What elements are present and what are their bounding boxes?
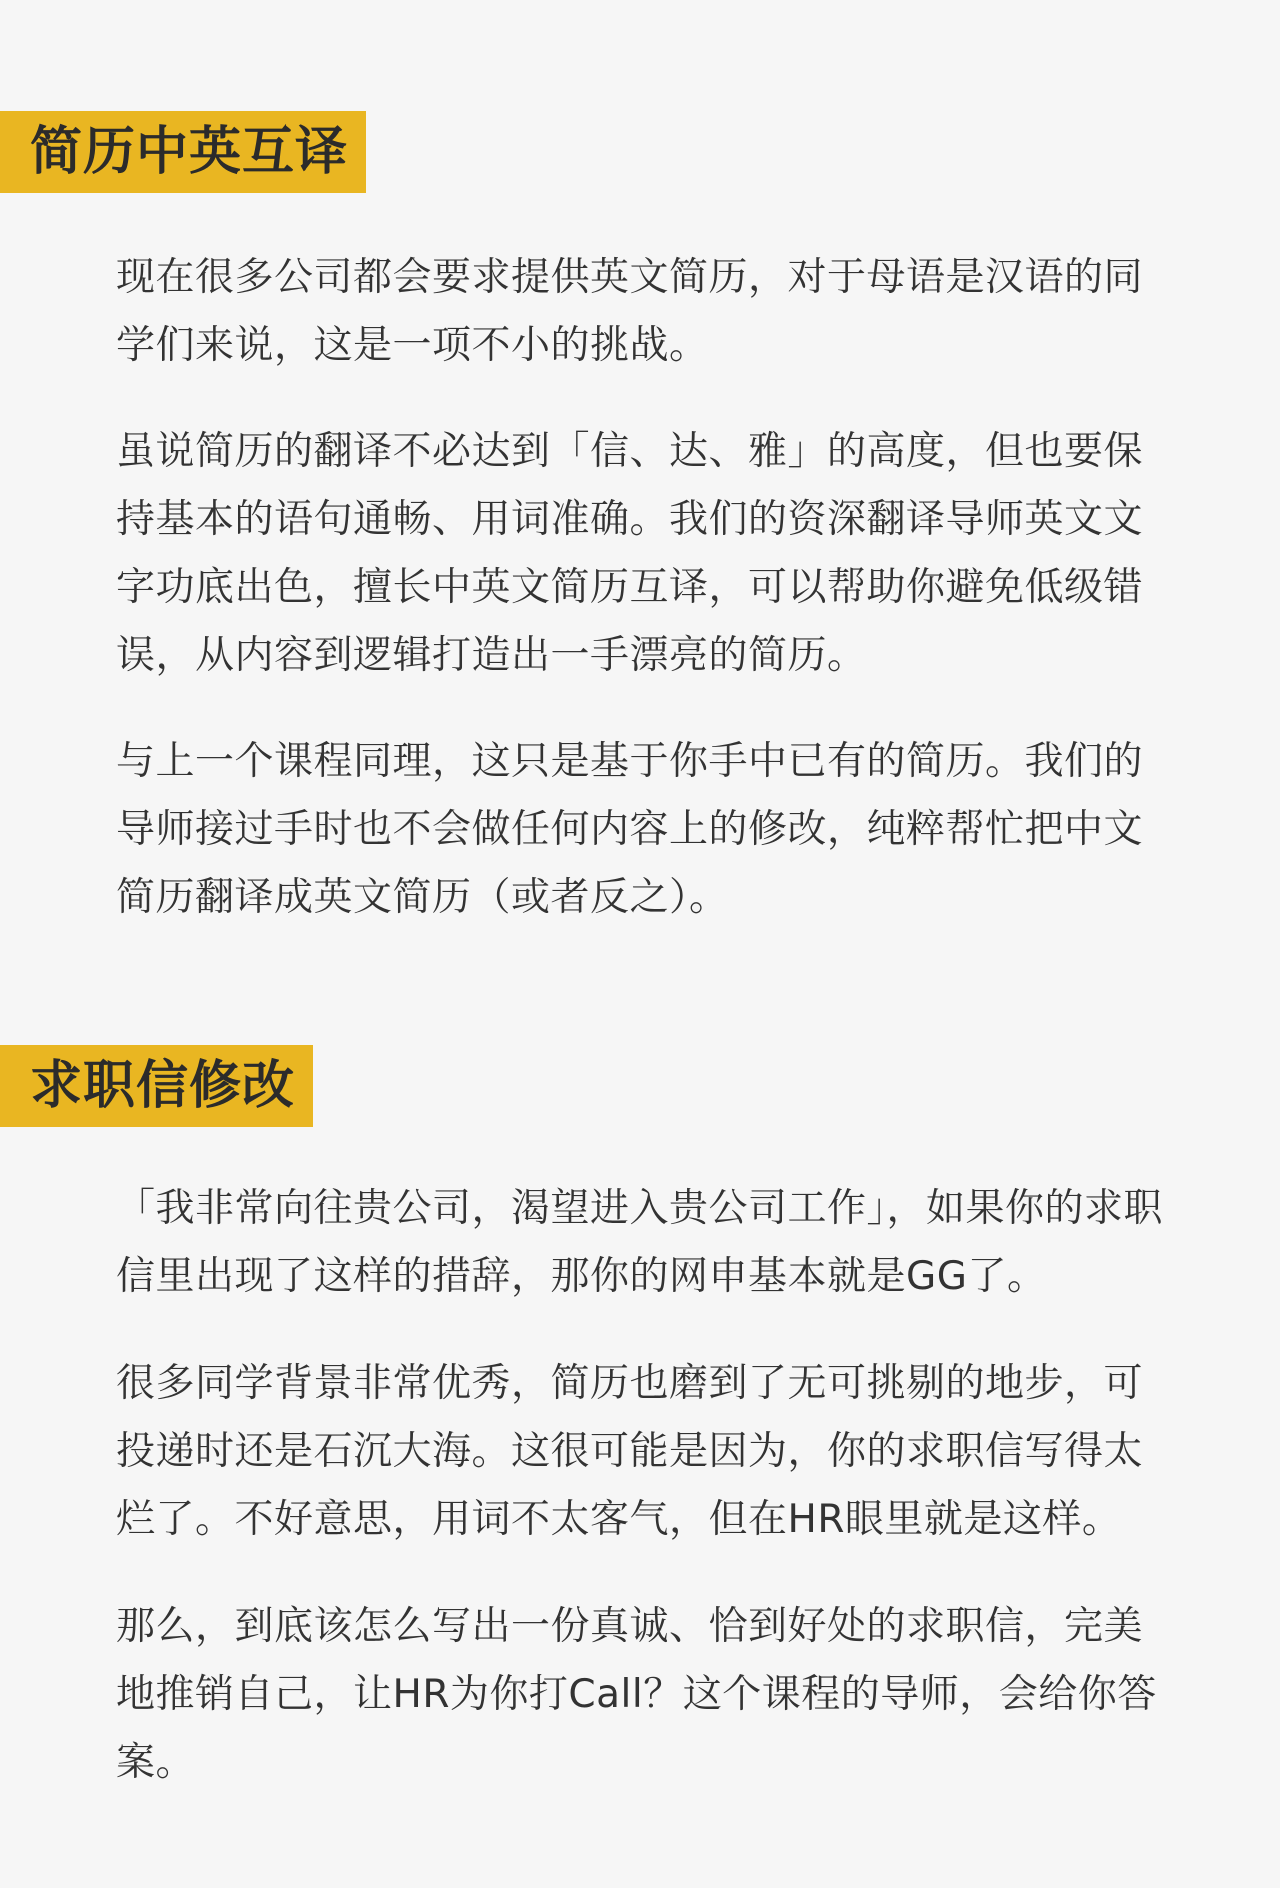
resume-translation-paragraph-1: 现在很多公司都会要求提供英文简历，对于母语是汉语的同学们来说，这是一项不小的挑战。: [116, 255, 1144, 368]
section-title-resume-translation: 简历中英互译: [0, 111, 366, 193]
cover-letter-paragraph-1: 「我非常向往贵公司，渴望进入贵公司工作」，如果你的求职信里出现了这样的措辞，那你的网申基本就是GG了。: [116, 1186, 1164, 1299]
cover-letter-paragraph-2: 很多同学背景非常优秀，简历也磨到了无可挑剔的地步，可投递时还是石沉大海。这很可能是因为，你的求职信写得太烂了。不好意思，用词不太客气，但在HR眼里就是这样。: [116, 1361, 1144, 1542]
section-title-cover-letter: 求职信修改: [0, 1045, 313, 1127]
cover-letter-paragraph-3: 那么，到底该怎么写出一份真诚、恰到好处的求职信，完美地推销自己，让HR为你打Call？这个课程的导师，会给你答案。: [116, 1604, 1157, 1785]
resume-translation-paragraph-2: 虽说简历的翻译不必达到「信、达、雅」的高度，但也要保持基本的语句通畅、用词准确。我们的资深翻译导师英文文字功底出色，擅长中英文简历互译，可以帮助你避免低级错误，从内容到逻辑打造出一手漂亮的简历。: [116, 429, 1144, 678]
resume-translation-paragraph-3: 与上一个课程同理，这只是基于你手中已有的简历。我们的导师接过手时也不会做任何内容上的修改，纯粹帮忙把中文简历翻译成英文简历（或者反之）。: [116, 739, 1144, 920]
